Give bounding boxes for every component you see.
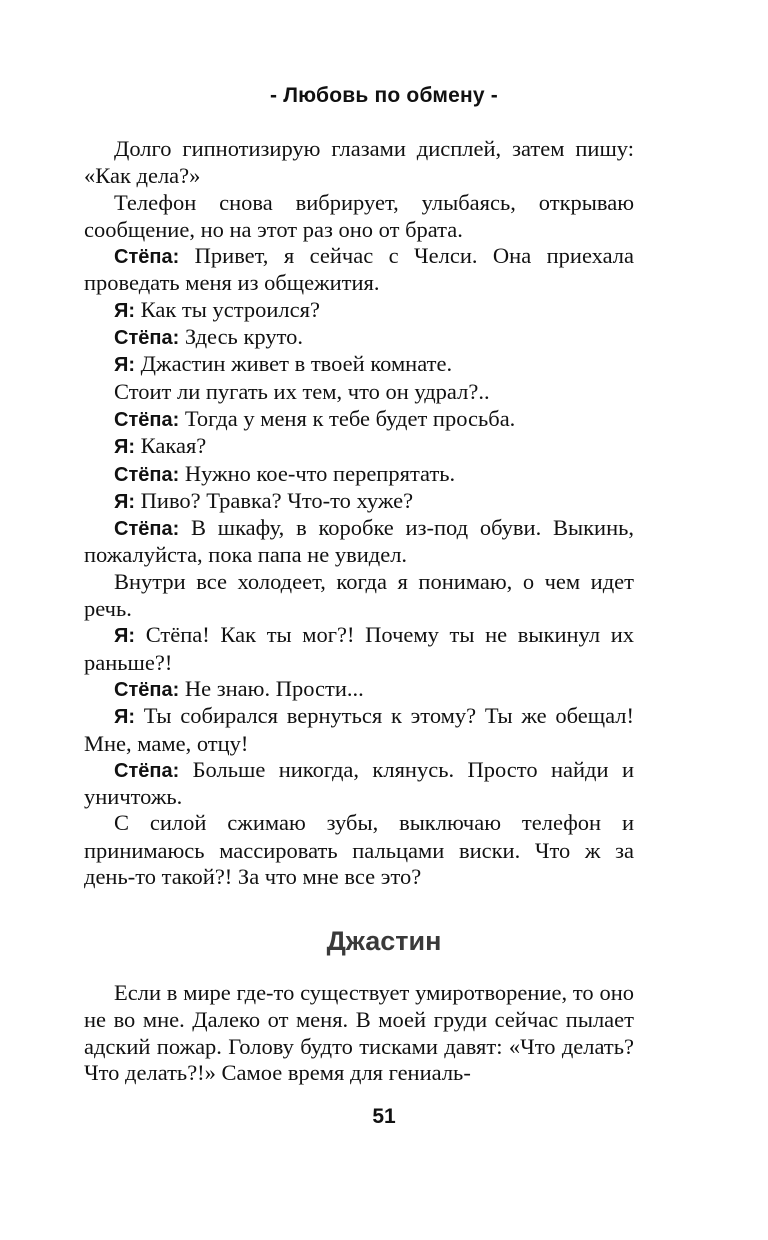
speaker-label: Я:	[114, 490, 136, 513]
paragraph-text: С силой сжимаю зубы, выключаю телефон и принимаюсь массировать пальцами виски. Что ж за день-то такой?! За что мне все это?	[84, 810, 634, 890]
page-number: 51	[372, 1105, 396, 1128]
paragraph-text: Долго гипнотизирую глазами дисплей, затем пишу: «Как дела?»	[84, 136, 634, 189]
paragraph-text: Здесь круто.	[179, 324, 303, 350]
paragraph-text: Какая?	[135, 433, 207, 459]
speaker-label: Стёпа:	[114, 246, 180, 269]
speaker-label: Я:	[114, 436, 136, 459]
speaker-label: Я:	[114, 299, 136, 322]
paragraph	[84, 190, 634, 244]
section-text-block	[84, 980, 634, 1086]
paragraph-text: Привет, я сейчас с Челси. Она приехала проведать меня из общежития.	[84, 243, 634, 296]
speaker-label: Стёпа:	[114, 408, 180, 431]
paragraph	[84, 136, 634, 190]
paragraph-text: Если в мире где-то существует умиротворение, то оно не во мне. Далеко от меня. В моей груди сейчас пылает адский пожар. Голову будто тисками давят: «Что делать? Что делать?!» Самое время для гениаль-	[84, 980, 634, 1085]
speaker-label: Стёпа:	[114, 463, 180, 486]
paragraph-text: Пиво? Травка? Что-то хуже?	[135, 487, 414, 513]
paragraph-text: В шкафу, в коробке из-под обуви. Выкинь, пожалуйста, пока папа не увидел.	[84, 515, 634, 568]
speaker-label: Стёпа:	[114, 759, 180, 782]
paragraph-text: Внутри все холодеет, когда я понимаю, о чем идет речь.	[84, 568, 634, 622]
paragraph	[84, 569, 634, 623]
paragraph-text: Не знаю. Прости...	[179, 675, 364, 701]
paragraph	[84, 324, 634, 351]
speaker-label: Стёпа:	[114, 327, 180, 350]
paragraph-text: Телефон снова вибрирует, улыбаясь, открываю сообщение, но на этот раз оно от брата.	[84, 189, 634, 242]
paragraph	[84, 433, 634, 460]
speaker-label: Стёпа:	[114, 678, 180, 701]
paragraph	[84, 676, 634, 703]
paragraph-text: Джастин живет в твоей комнате.	[135, 351, 453, 377]
running-title: - Любовь по обмену -	[270, 84, 498, 107]
paragraph-text: Ты собирался вернуться к этому? Ты же обещал! Мне, маме, отцу!	[84, 703, 634, 756]
paragraph-text: Стоит ли пугать их тем, что он удрал?..	[114, 378, 490, 404]
paragraph	[84, 351, 634, 378]
paragraph	[84, 515, 634, 569]
paragraph	[84, 243, 634, 297]
speaker-label: Я:	[114, 354, 136, 377]
paragraph	[84, 297, 634, 324]
paragraph	[84, 379, 634, 406]
paragraph-text: Стёпа! Как ты мог?! Почему ты не выкинул их раньше?!	[84, 622, 634, 675]
paragraph	[84, 406, 634, 433]
speaker-label: Я:	[114, 706, 136, 729]
speaker-label: Стёпа:	[114, 518, 180, 541]
paragraph	[84, 703, 634, 757]
speaker-label: Я:	[114, 625, 136, 648]
paragraph-text: Как ты устроился?	[135, 296, 320, 322]
paragraph	[84, 488, 634, 515]
main-text-block	[84, 136, 634, 890]
section-heading: Джастин	[326, 926, 442, 956]
paragraph-text: Нужно кое-что перепрятать.	[179, 460, 456, 486]
paragraph	[84, 810, 634, 890]
paragraph	[84, 757, 634, 811]
paragraph	[84, 980, 634, 1086]
paragraph-text: Больше никогда, клянусь. Просто найди и уничтожь.	[84, 756, 634, 810]
paragraph	[84, 461, 634, 488]
paragraph	[84, 622, 634, 676]
paragraph-text: Тогда у меня к тебе будет просьба.	[179, 405, 516, 431]
